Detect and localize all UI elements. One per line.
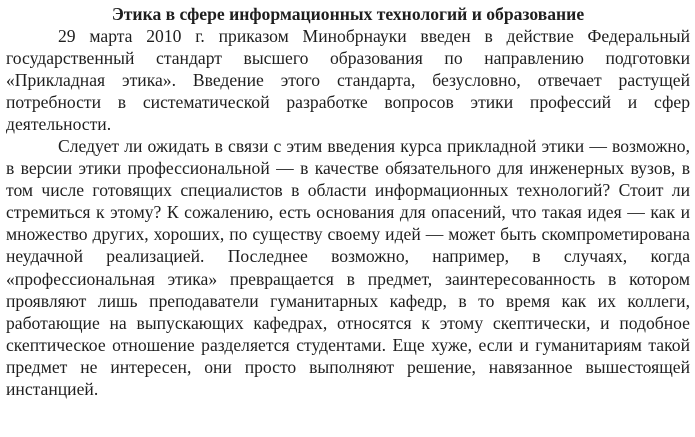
document-title: Этика в сфере информационных технологий и образование bbox=[111, 4, 585, 24]
paragraph-1: 29 марта 2010 г. приказом Минобрнауки введен в действие Федеральный государственный стандарт высшего образования по направлению подготовки «Прикладная этика». Введение этого стандарта, безусловно, отвечает растущей потребности в систематической разработке вопросов этики профессий и сфер деятельности. bbox=[6, 26, 690, 135]
document-page bbox=[6, 3, 690, 400]
paragraph-2: Следует ли ожидать в связи с этим введения курса прикладной этики — возможно, в версии этики профессиональной — в качестве обязательного для инженерных вузов, в том числе готовящих специалистов в области информационных технологий? Стоит ли стремиться к этому? К сожалению, есть основания для опасений, что такая идея — как и множество других, хороших, по существу своему идей — может быть скомпрометирована неудачной реализацией. Последнее возможно, например, в случаях, когда «профессиональная этика» превращается в предмет, заинтересованность в котором проявляют лишь преподаватели гуманитарных кафедр, в то время как их коллеги, работающие на выпускающих кафедрах, относятся к этому скептически, и подобное скептическое отношение разделяется студентами. Еще хуже, если и гуманитариям такой предмет не интересен, они просто выполняют решение, навязанное вышестоящей инстанцией. bbox=[6, 136, 690, 399]
